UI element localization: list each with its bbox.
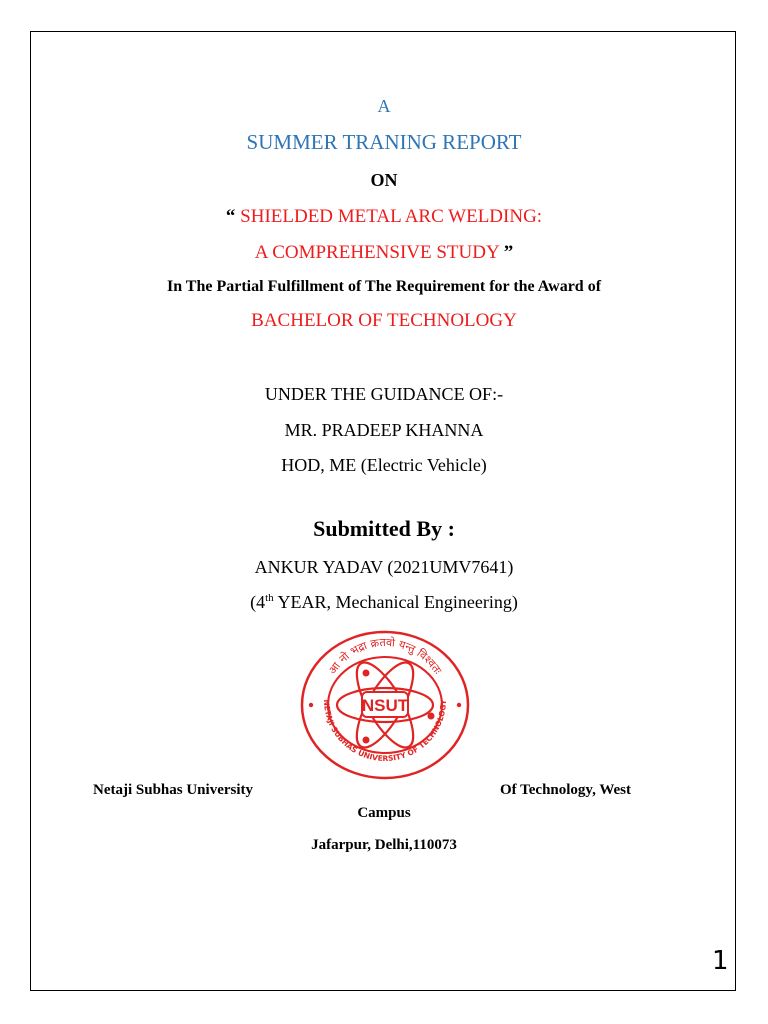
report-title: SUMMER TRANING REPORT: [246, 130, 522, 154]
topic-text-1: SHIELDED METAL ARC WELDING:: [240, 206, 543, 227]
page-number: 1: [712, 946, 729, 976]
open-quote: “: [225, 206, 236, 227]
guide-role: HOD, ME (Electric Vehicle): [281, 455, 487, 475]
on-label: ON: [370, 170, 398, 190]
year-superscript: th: [265, 592, 274, 604]
guidance-heading: UNDER THE GUIDANCE OF:-: [264, 384, 504, 404]
footer-university: Netaji Subhas University: [93, 782, 254, 798]
topic-text-2: A COMPREHENSIVE STUDY: [254, 242, 499, 263]
logo-ring-text: NETAJI SUBHAS UNIVERSITY OF TECHNOLOGY: [321, 699, 449, 763]
nsut-logo: [300, 630, 470, 780]
topic-line-1: [0, 206, 768, 228]
star-dot: [309, 703, 313, 707]
fulfillment-text: In The Partial Fulfillment of The Requirement for the Award of: [166, 278, 602, 295]
electron-dot: [363, 737, 370, 744]
close-quote: ”: [503, 242, 514, 263]
year-rest: YEAR, Mechanical Engineering): [273, 592, 518, 612]
submitted-heading: Submitted By :: [313, 516, 455, 541]
logo-abbr: NSUT: [361, 696, 409, 715]
degree-name: BACHELOR OF TECHNOLOGY: [251, 310, 517, 331]
electron-dot: [363, 670, 370, 677]
year-prefix: (4: [250, 592, 266, 612]
footer-technology: Of Technology, West: [500, 782, 632, 798]
footer-address: Jafarpur, Delhi,110073: [311, 837, 457, 853]
logo-motto: आ नो भद्रा क्रतवो यन्तु विश्वतः: [325, 635, 445, 677]
star-dot: [457, 703, 461, 707]
cover-article: A: [377, 96, 391, 116]
topic-line-2: [0, 242, 768, 264]
guide-name: MR. PRADEEP KHANNA: [284, 420, 484, 440]
footer-campus: Campus: [357, 805, 411, 821]
student-name: ANKUR YADAV (2021UMV7641): [254, 557, 514, 577]
electron-dot: [428, 713, 435, 720]
student-year: [0, 592, 768, 613]
